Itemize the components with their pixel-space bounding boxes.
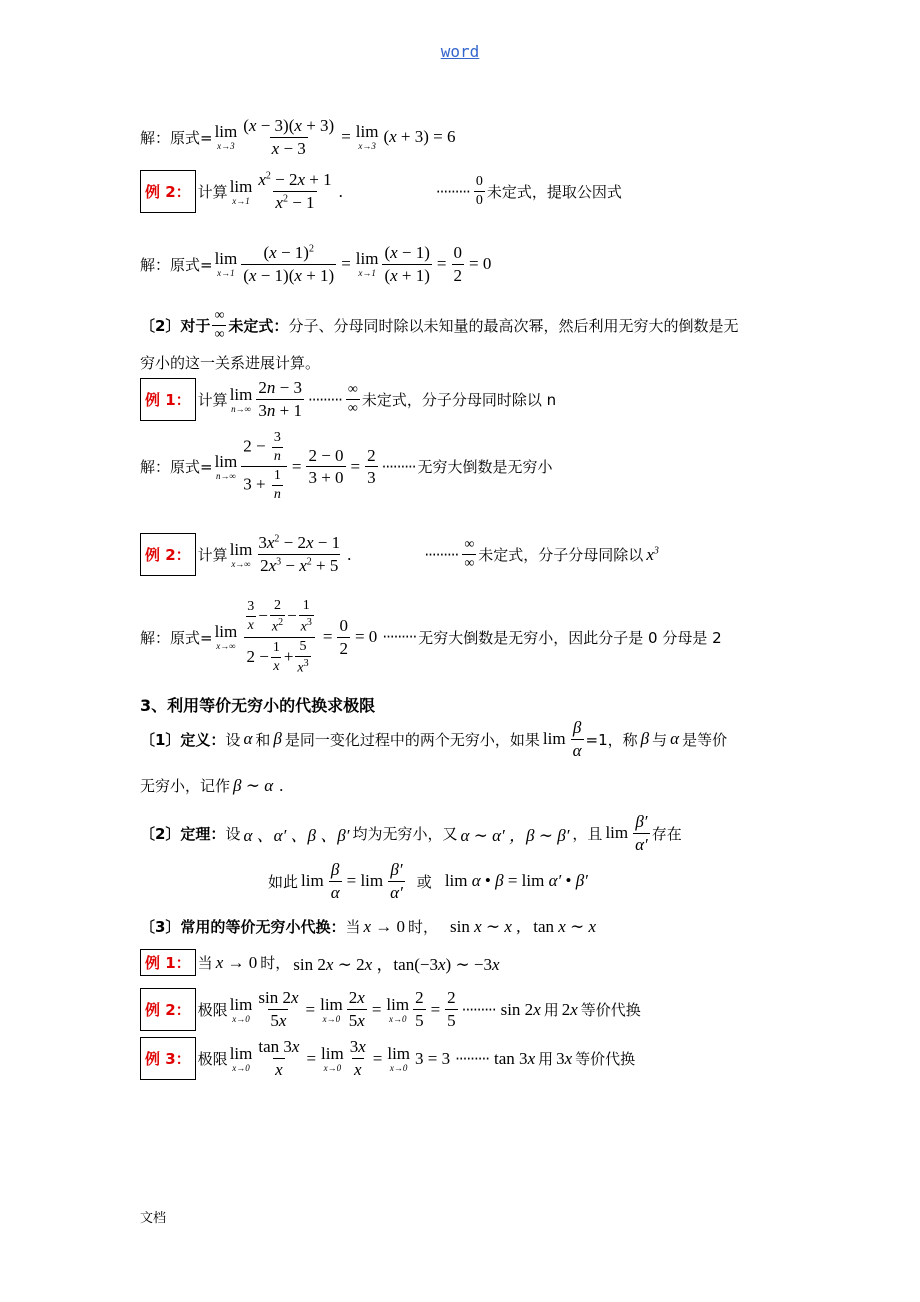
limit-symbol: lim x→3 [355,122,379,152]
section-text: 分子、分母同时除以未知量的最高次幂，然后利用无穷大的倒数是无 [288,317,739,336]
limit-symbol: lim x→1 [229,176,253,206]
example-badge: 例 1： [140,949,196,976]
fraction: 2 − $\frac{3}{n}$ 3 + $\frac{1}{n}$ [241,430,287,503]
fraction: $\frac{3}{x}$ − $\frac{2}{x^2}$ − $\frac{1}{x^3}$ 2 − $\frac{1}{x}$ + $\frac{5}{x^3}$ [241,598,318,677]
substitution-example-1: 例 1： 当 x → 0 时， sin 2x ∼ 2x ，tan(−3x) ∼ −3x [140,949,503,976]
thm-text-b: 均为无穷小，又 [352,824,458,843]
def-text-d: =1，称 [585,730,638,749]
theorem-formula: 如此 lim $\frac{\beta}{\alpha}$ = lim $\frac{\beta'}{\alpha'}$ 或 lim α • β = lim α′ • β′ [268,860,588,902]
limit-symbol: lim x→∞ [214,622,238,652]
limit-symbol: lim x→0 [387,1043,411,1073]
thm-text-c: ，且 [572,824,603,843]
section-title: 〔2〕对于 [140,317,211,336]
fraction: $\frac{(x - 1)}{(x + 1)}$ [384,243,430,285]
example-badge: 例 2： [140,533,196,576]
note-text: 无穷大倒数是无穷小 [417,458,553,477]
fraction: $\frac{0}{2}$ [453,243,463,285]
page-footer: 文档 [140,1211,167,1226]
fraction: $\frac{\infty}{\infty}$ [214,308,225,343]
substitution-example-2: 例 2： 极限 lim x→0 $\frac{\sin 2x}{5x}$ = lim x→0 $\frac{2x}{5x}$ = lim x→0 $\frac{2}{5}$ = $\frac{2}{5}$ ········· sin 2x 用 2x 等价代换 [140,988,641,1031]
substitution-example-3: 例 3： 极限 lim x→0 $\frac{\tan 3x}{x}$ = lim x→0 $\frac{3x}{x}$ = lim x→0 3 = 3 ········· tan 3x 用 3x 等价代换 [140,1037,635,1080]
fraction: $\frac{2}{5}$ [415,988,424,1030]
compute-label: 计算 [197,183,228,201]
limit-symbol: lim x→1 [214,249,238,279]
thm-text-a: 设 [225,824,241,843]
sub1-time: 时， [260,954,291,972]
section-text-2: 穷小的这一关系进展计算。 [140,354,321,372]
header-word-link[interactable]: word [440,42,480,61]
def-text-2: 无穷小，记作 [140,777,231,795]
solution-line-4: 解：原式= lim x→∞ $\frac{3}{x}$ − $\frac{2}{x^2}$ − $\frac{1}{x^3}$ 2 − $\frac{1}{x}$ + $\frac{5}{x^3}$ = $\frac{0}{2}$ = 0 ········· 无穷大倒数是无穷小，因此分子是 0 分母是 2 [140,598,722,676]
definition-label: 〔1〕定义： [140,730,226,749]
solution-label: 解：原式= [140,128,213,147]
or-label: 或 [416,872,432,891]
fraction: $\frac{0}{2}$ [339,616,348,658]
note-text: 未定式，分子分母同除以 [478,546,644,564]
solution-label: 解：原式= [140,628,213,647]
then-label: 如此 [268,872,299,891]
fraction: $\frac{\beta}{\alpha}$ [330,860,340,902]
example-badge: 例 2： [140,170,196,213]
fraction: $\frac{2}{5}$ [447,988,456,1030]
note-text: 无穷大倒数是无穷小，因此分子是 0 分母是 2 [418,628,722,647]
definition-line: 〔1〕定义： 设 α 和 β 是同一变化过程中的两个无穷小，如果 lim $\frac{\beta}{\alpha}$ =1，称 β 与 α 是等价 [140,718,728,760]
sub2-note-2: 等价代换 [580,1001,641,1019]
common-time: 时， [408,918,439,936]
fraction: $\frac{\tan 3x}{x}$ [258,1037,300,1079]
note-text: 未定式，提取公因式 [486,183,622,201]
limit-label: 极限 [197,1050,228,1068]
fraction: $\frac{\beta}{\alpha}$ [572,718,582,760]
example-badge: 例 2： [140,988,196,1031]
fraction: $\frac{0}{0}$ [475,173,483,208]
solution-line-1: 解：原式= lim x→3 $\frac{(x - 3)(x + 3)}{x - 3}$ = lim x→3 (x + 3) = 6 [140,116,456,158]
example-2-line: 例 2： 计算 lim x→1 $\frac{x^2 - 2x + 1}{x^2 - 1}$ . ········· $\frac{0}{0}$ 未定式，提取公因式 [140,170,622,213]
def-text-c: 是同一变化过程中的两个无穷小，如果 [284,730,540,749]
section-title-b: 未定式： [228,317,289,336]
solution-label: 解：原式= [140,458,213,477]
definition-line-2: 无穷小，记作 β ∼ α . [140,775,284,795]
section-2-text-2 [140,352,320,373]
when-label: 当 [197,954,213,972]
def-text-e: 与 [652,730,668,749]
fraction: $\frac{\infty}{\infty}$ [464,536,475,571]
compute-label: 计算 [197,391,228,409]
fraction: $\frac{2 - 0}{3 + 0}$ [308,445,344,488]
thm-text-d: 存在 [651,824,682,843]
limit-symbol: lim n→∞ [229,384,253,414]
section-3-title [140,693,375,716]
theorem-line: 〔2〕定理： 设 α 、α′ 、β 、β′ 均为无穷小，又 α ∼ α′ ，β ∼ β′ ，且 lim $\frac{\beta'}{\alpha'}$ 存在 [140,812,682,854]
limit-symbol: lim x→0 [320,994,343,1024]
fraction: $\frac{x^2 - 2x + 1}{x^2 - 1}$ [258,170,332,212]
note-text: 未定式，分子分母同时除以 n [361,391,557,409]
fraction: $\frac{\infty}{\infty}$ [347,381,358,416]
sub3-note: 用 [538,1050,554,1068]
fraction: $\frac{(x - 3)(x + 3)}{x - 3}$ [243,116,335,158]
def-text-a: 设 [225,730,241,749]
fraction: $\frac{3x^2 - 2x - 1}{2x^3 - x^2 + 5}$ [258,533,341,575]
page-header [0,42,920,61]
limit-symbol: lim x→0 [321,1043,344,1073]
limit-symbol: lim x→1 [355,249,379,279]
compute-label: 计算 [197,546,228,564]
limit-symbol: lim x→0 [229,1043,253,1073]
example-badge: 例 3： [140,1037,196,1080]
solution-line-2: 解：原式= lim x→1 $\frac{(x - 1)^2}{(x - 1)(x + 1)}$ = lim x→1 $\frac{(x - 1)}{(x + 1)}$ = $\frac{0}{2}$ = 0 [140,243,492,285]
limit-symbol: lim x→0 [229,994,253,1024]
common-text: 当 [345,918,361,936]
def-text-b: 和 [255,730,271,749]
limit-label: 极限 [197,1001,228,1019]
fraction: $\frac{(x - 1)^2}{(x - 1)(x + 1)}$ [243,243,335,285]
fraction: $\frac{\sin 2x}{5x}$ [258,988,299,1030]
fraction: $\frac{2}{3}$ [367,445,376,488]
example-badge: 例 1： [140,378,196,421]
fraction: $\frac{3x}{x}$ [349,1037,366,1079]
limit-symbol: lim n→∞ [214,451,238,481]
fraction: $\frac{2x}{5x}$ [348,988,365,1030]
sub2-note: 用 [543,1001,559,1019]
limit-symbol: lim x→0 [386,994,410,1024]
common-substitution-line: 〔3〕常用的等价无穷小代换： 当 x → 0 时， sin x ∼ x , tan x ∼ x [140,916,597,936]
fraction: $\frac{\beta'}{\alpha'}$ [635,812,648,854]
example-1-infinity-line: 例 1： 计算 lim n→∞ $\frac{2n - 3}{3n + 1}$ ········· $\frac{\infty}{\infty}$ 未定式，分子分母同时除以 n [140,378,556,421]
theorem-label: 〔2〕定理： [140,824,226,843]
section-title: 3、利用等价无穷小的代换求极限 [140,696,376,715]
def-text-f: 是等价 [682,730,728,749]
example-2-infinity-line: 例 2： 计算 lim x→∞ $\frac{3x^2 - 2x - 1}{2x^3 - x^2 + 5}$ . ········· $\frac{\infty}{\infty}$ 未定式，分子分母同除以 $x^3$ [140,533,662,576]
section-2-title [140,308,738,343]
limit-symbol: lim x→∞ [229,539,253,569]
limit-symbol: lim x→3 [214,122,238,152]
solution-line-3: 解：原式= lim n→∞ 2 − $\frac{3}{n}$ 3 + $\frac{1}{n}$ = $\frac{2 - 0}{3 + 0}$ = $\frac{2}{3}$ ········· 无穷大倒数是无穷小 [140,430,553,503]
fraction: $\frac{2n - 3}{3n + 1}$ [258,378,302,420]
sub3-note-2: 等价代换 [575,1050,636,1068]
solution-label: 解：原式= [140,255,213,274]
common-label: 〔3〕常用的等价无穷小代换： [140,918,346,936]
fraction: $\frac{\beta'}{\alpha'}$ [390,860,403,902]
